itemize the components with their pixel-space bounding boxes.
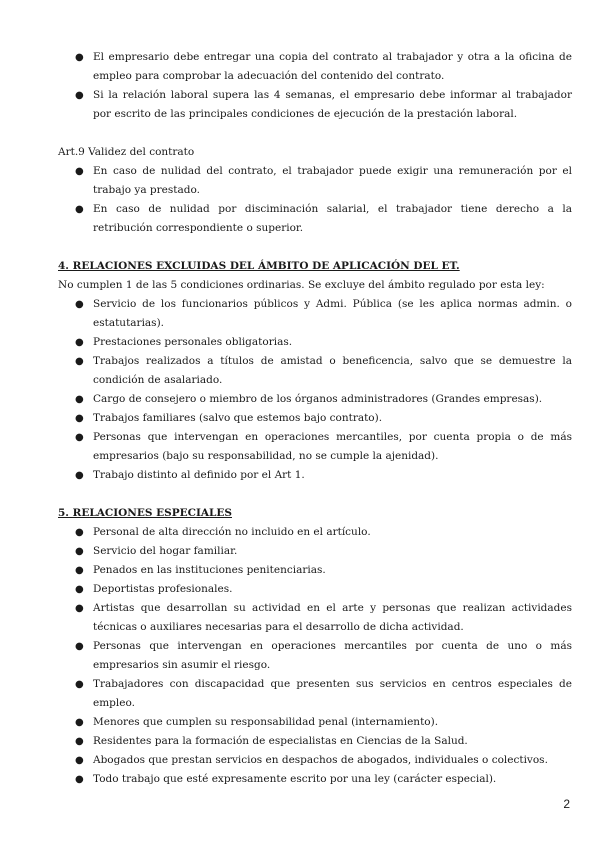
list-item: ● Si la relación laboral supera las 4 semanas, el empresario debe informar al trabajador por escrito de las principales condiciones de ejecución de la prestación laboral. xyxy=(58,86,572,124)
list-item: ● Menores que cumplen su responsabilidad penal (internamiento). xyxy=(58,713,572,732)
bullet-icon: ● xyxy=(75,584,84,595)
bullet-icon: ● xyxy=(75,299,84,310)
list-item: ● Residentes para la formación de especialistas en Ciencias de la Salud. xyxy=(58,732,572,751)
bullet-icon: ● xyxy=(75,394,84,405)
list-item: ● En caso de nulidad del contrato, el trabajador puede exigir una remuneración por el trabajo ya prestado. xyxy=(58,162,572,200)
bullet-icon: ● xyxy=(75,204,84,215)
section-5-bullet-list xyxy=(58,523,572,789)
list-item: ● Servicio del hogar familiar. xyxy=(58,542,572,561)
section-4-title: 4. RELACIONES EXCLUIDAS DEL ÁMBITO DE APLICACIÓN DEL ET. xyxy=(58,260,460,272)
bullet-icon: ● xyxy=(75,356,84,367)
list-item: ● Abogados que prestan servicios en despachos de abogados, individuales o colectivos. xyxy=(58,751,572,770)
bullet-icon: ● xyxy=(75,470,84,481)
bullet-icon: ● xyxy=(75,166,84,177)
bullet-icon: ● xyxy=(75,90,84,101)
art9-bullet-list xyxy=(58,162,572,238)
section-4-bullet-list xyxy=(58,295,572,485)
bullet-icon: ● xyxy=(75,52,84,63)
list-item: ● Personas que intervengan en operaciones mercantiles por cuenta de uno o más empresarios sin asumir el riesgo. xyxy=(58,637,572,675)
section-4-intro: No cumplen 1 de las 5 condiciones ordinarias. Se excluye del ámbito regulado por esta ley: xyxy=(58,279,545,291)
bullet-icon: ● xyxy=(75,736,84,747)
list-item: ● Deportistas profesionales. xyxy=(58,580,572,599)
bullet-icon: ● xyxy=(75,679,84,690)
section-5-title: 5. RELACIONES ESPECIALES xyxy=(58,507,232,519)
list-item: ● En caso de nulidad por disciminación salarial, el trabajador tiene derecho a la retribución correspondiente o superior. xyxy=(58,200,572,238)
list-item: ● Artistas que desarrollan su actividad en el arte y personas que realizan actividades técnicas o auxiliares necesarias para el desarrollo de dicha actividad. xyxy=(58,599,572,637)
list-item: ● Servicio de los funcionarios públicos y Admi. Pública (se les aplica normas admin. o estatutarias). xyxy=(58,295,572,333)
list-item: ● Trabajos familiares (salvo que estemos bajo contrato). xyxy=(58,409,572,428)
list-item: ● Trabajo distinto al definido por el Art 1. xyxy=(58,466,572,485)
list-item: ● Personas que intervengan en operaciones mercantiles, por cuenta propia o de más empresarios (bajo su responsabilidad, no se cumple la ajenidad). xyxy=(58,428,572,466)
list-item: ● Trabajadores con discapacidad que presenten sus servicios en centros especiales de empleo. xyxy=(58,675,572,713)
bullet-icon: ● xyxy=(75,527,84,538)
top-bullet-list xyxy=(58,48,572,124)
bullet-icon: ● xyxy=(75,774,84,785)
bullet-icon: ● xyxy=(75,337,84,348)
list-item: ● Trabajos realizados a títulos de amistad o beneficencia, salvo que se demuestre la condición de asalariado. xyxy=(58,352,572,390)
list-item: ● El empresario debe entregar una copia del contrato al trabajador y otra a la oficina de empleo para comprobar la adecuación del contenido del contrato. xyxy=(58,48,572,86)
document-page xyxy=(58,48,572,789)
bullet-icon: ● xyxy=(75,717,84,728)
bullet-icon: ● xyxy=(75,603,84,614)
list-item: ● Todo trabajo que esté expresamente escrito por una ley (carácter especial). xyxy=(58,770,572,789)
page-number: 2 xyxy=(563,797,570,811)
list-item: ● Personal de alta dirección no incluido en el artículo. xyxy=(58,523,572,542)
list-item: ● Prestaciones personales obligatorias. xyxy=(58,333,572,352)
list-item: ● Penados en las instituciones penitenciarias. xyxy=(58,561,572,580)
bullet-icon: ● xyxy=(75,546,84,557)
list-item: ● Cargo de consejero o miembro de los órganos administradores (Grandes empresas). xyxy=(58,390,572,409)
bullet-icon: ● xyxy=(75,755,84,766)
art9-heading: Art.9 Validez del contrato xyxy=(58,146,195,158)
bullet-icon: ● xyxy=(75,641,84,652)
bullet-icon: ● xyxy=(75,432,84,443)
bullet-icon: ● xyxy=(75,565,84,576)
bullet-icon: ● xyxy=(75,413,84,424)
